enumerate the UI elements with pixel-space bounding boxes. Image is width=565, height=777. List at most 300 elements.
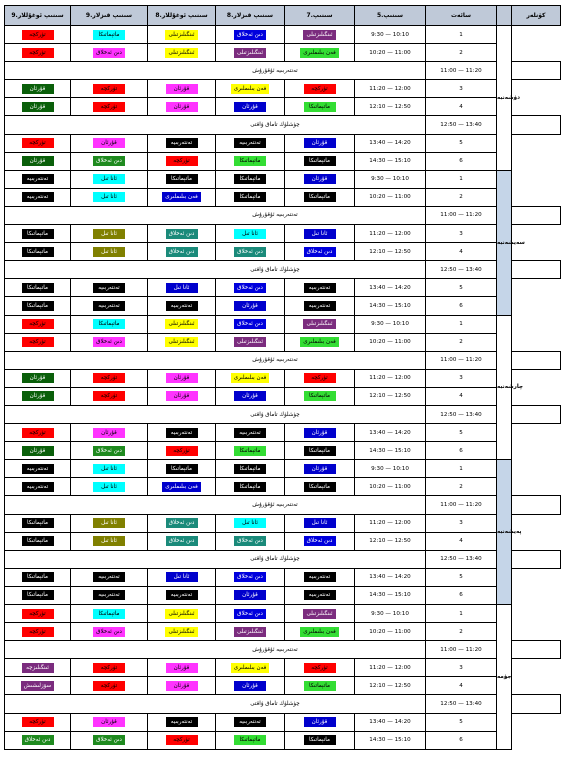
lesson-cell [71, 478, 148, 496]
lesson-cell [216, 170, 285, 188]
lesson-cell [5, 442, 71, 460]
lesson-cell [5, 605, 71, 623]
period-row [5, 568, 561, 586]
lesson-cell [5, 188, 71, 206]
subject-label: قۇرئان [304, 428, 336, 438]
time-cell: 12:50 — 13:40 [426, 695, 497, 713]
timetable [4, 5, 561, 750]
subject-label: تۈركچە [166, 446, 198, 456]
period-row [5, 369, 561, 387]
subject-label: ماتېماتىكا [22, 283, 54, 293]
lesson-cell [5, 44, 71, 62]
time-cell: 11:20 — 12:00 [355, 369, 426, 387]
subject-label: قۇرئان [93, 138, 125, 148]
subject-label: تەنتەربىيە [93, 590, 125, 600]
subject-label: قۇرئان [22, 84, 54, 94]
lesson-cell [285, 586, 355, 604]
time-cell: 9:30 — 10:10 [355, 26, 426, 44]
lesson-cell [285, 315, 355, 333]
lesson-cell [285, 478, 355, 496]
header-8-boys: 8.سىنىپ ئوغۇللار [148, 6, 216, 26]
lesson-cell [5, 369, 71, 387]
lesson-cell [285, 713, 355, 731]
subject-label: ئانا تىل [93, 518, 125, 528]
time-cell: 10:20 — 11:00 [355, 333, 426, 351]
subject-label: ئانا تىل [166, 572, 198, 582]
lesson-cell [148, 188, 216, 206]
time-cell: 11:20 — 12:00 [355, 225, 426, 243]
period-number: 5 [426, 424, 497, 442]
lesson-cell [216, 713, 285, 731]
subject-label: تۈركچە [93, 373, 125, 383]
subject-label: تەنتەربىيە [304, 301, 336, 311]
subject-label: تۈركچە [93, 681, 125, 691]
lesson-cell [5, 659, 71, 677]
lesson-cell [5, 134, 71, 152]
subject-label: ئانا تىل [304, 229, 336, 239]
break-row [5, 405, 561, 423]
lesson-cell [5, 586, 71, 604]
period-number: 2 [426, 623, 497, 641]
lesson-cell [71, 225, 148, 243]
lesson-cell [71, 677, 148, 695]
break-row [5, 116, 561, 134]
subject-label: ئانا تىل [93, 247, 125, 257]
lesson-cell [216, 333, 285, 351]
time-cell: 13:40 — 14:20 [355, 713, 426, 731]
lesson-cell [216, 80, 285, 98]
lesson-cell [216, 623, 285, 641]
subject-label: ئىنگىلىزتىلى [234, 627, 266, 637]
time-cell: 12:50 — 13:40 [426, 261, 497, 279]
lesson-cell [148, 731, 216, 749]
subject-label: ئانا تىل [93, 536, 125, 546]
subject-label: قۇرئان [22, 373, 54, 383]
lesson-cell [216, 369, 285, 387]
lesson-cell [71, 442, 148, 460]
lesson-cell [216, 26, 285, 44]
subject-label: ئانا تىل [93, 229, 125, 239]
break-cell [5, 206, 426, 224]
subject-label: قۇرئان [166, 373, 198, 383]
break-row [5, 351, 561, 369]
subject-label: ماتېماتىكا [234, 735, 266, 745]
lesson-cell [285, 170, 355, 188]
break-label: چۈشلۈك تاماق ۋاقتى [250, 266, 300, 273]
lesson-cell [285, 387, 355, 405]
lesson-cell [71, 424, 148, 442]
subject-label: تەنتەربىيە [166, 301, 198, 311]
period-row [5, 442, 561, 460]
lesson-cell [285, 80, 355, 98]
time-cell: 10:20 — 11:00 [355, 478, 426, 496]
subject-label: دىن ئەخلاق [234, 247, 266, 257]
lesson-cell [71, 659, 148, 677]
lesson-cell [285, 279, 355, 297]
break-label: چۈشلۈك تاماق ۋاقتى [250, 701, 300, 708]
lesson-cell [148, 677, 216, 695]
period-row [5, 134, 561, 152]
subject-label: ماتېماتىكا [304, 391, 336, 401]
period-number [512, 116, 561, 134]
subject-label: تۈركچە [304, 663, 336, 673]
period-number [512, 261, 561, 279]
subject-label: ماتېماتىكا [304, 482, 336, 492]
lesson-cell [216, 568, 285, 586]
time-cell: 13:40 — 14:20 [355, 424, 426, 442]
subject-label: قۇرئان [234, 391, 266, 401]
lesson-cell [5, 225, 71, 243]
time-cell: 11:00 — 11:20 [426, 62, 497, 80]
subject-label: دىن ئەخلاق [93, 735, 125, 745]
subject-label: ماتېماتىكا [234, 174, 266, 184]
time-cell: 12:10 — 12:50 [355, 532, 426, 550]
subject-label: قۇرئان [22, 446, 54, 456]
subject-label: تۈركچە [304, 84, 336, 94]
subject-label: دىن ئەخلاق [166, 536, 198, 546]
lesson-cell [285, 442, 355, 460]
subject-label: ماتېماتىكا [93, 319, 125, 329]
period-row [5, 98, 561, 116]
subject-label: تۈركچە [93, 84, 125, 94]
break-cell [5, 496, 426, 514]
subject-label: قۇرئان [304, 174, 336, 184]
subject-label: تۈركچە [22, 138, 54, 148]
period-number [512, 695, 561, 713]
break-cell [5, 405, 426, 423]
period-number: 5 [426, 568, 497, 586]
lesson-cell [5, 98, 71, 116]
lesson-cell [5, 532, 71, 550]
subject-label: ئىنگىلىزتىلى [234, 48, 266, 58]
subject-label: تەنتەربىيە [166, 590, 198, 600]
period-row [5, 460, 561, 478]
lesson-cell [216, 442, 285, 460]
subject-label: ئانا تىل [166, 283, 198, 293]
break-label: تەنتەربىيە ئۇقۇرۇش [252, 357, 298, 364]
period-row [5, 605, 561, 623]
lesson-cell [148, 460, 216, 478]
subject-label: ماتېماتىكا [166, 464, 198, 474]
subject-label: قۇرئان [234, 102, 266, 112]
period-row [5, 297, 561, 315]
lesson-cell [5, 26, 71, 44]
subject-label: فەن بىلىملىرى [231, 663, 270, 673]
subject-label: ئانا تىل [93, 464, 125, 474]
subject-label: قۇرئان [304, 464, 336, 474]
subject-label: قۇرئان [166, 681, 198, 691]
subject-label: دىن ئەخلاق [234, 572, 266, 582]
lesson-cell [285, 44, 355, 62]
time-cell: 12:50 — 13:40 [426, 405, 497, 423]
subject-label: قۇرئان [22, 156, 54, 166]
lesson-cell [71, 80, 148, 98]
subject-label: ماتېماتىكا [304, 192, 336, 202]
lesson-cell [71, 731, 148, 749]
period-row [5, 188, 561, 206]
lesson-cell [5, 80, 71, 98]
subject-label: ئىنگىلىزتىلى [165, 337, 197, 347]
break-cell [5, 550, 426, 568]
break-row [5, 206, 561, 224]
subject-label: ماتېماتىكا [166, 174, 198, 184]
lesson-cell [71, 279, 148, 297]
subject-label: ئانا تىل [93, 482, 125, 492]
subject-label: دىن ئەخلاق [93, 48, 125, 58]
time-cell: 11:00 — 11:20 [426, 206, 497, 224]
lesson-cell [285, 188, 355, 206]
lesson-cell [5, 478, 71, 496]
lesson-cell [216, 315, 285, 333]
subject-label: ئىنگىلىزتىلى [165, 48, 197, 58]
lesson-cell [285, 460, 355, 478]
subject-label: قۇرئان [234, 590, 266, 600]
period-number: 5 [426, 279, 497, 297]
break-label: چۈشلۈك تاماق ۋاقتى [250, 556, 300, 563]
subject-label: تەنتەربىيە [234, 428, 266, 438]
subject-label: دىن ئەخلاق [166, 229, 198, 239]
period-number: 5 [426, 134, 497, 152]
time-cell: 9:30 — 10:10 [355, 460, 426, 478]
lesson-cell [71, 514, 148, 532]
subject-label: ئانا تىل [93, 192, 125, 202]
lesson-cell [216, 605, 285, 623]
subject-label: ماتېماتىكا [22, 229, 54, 239]
lesson-cell [148, 605, 216, 623]
period-row [5, 387, 561, 405]
lesson-cell [148, 333, 216, 351]
lesson-cell [71, 532, 148, 550]
period-row [5, 170, 561, 188]
subject-label: قۇرئان [22, 391, 54, 401]
time-cell: 9:30 — 10:10 [355, 170, 426, 188]
period-row [5, 80, 561, 98]
lesson-cell [5, 713, 71, 731]
period-number [512, 351, 561, 369]
subject-label: قۇرئان [166, 84, 198, 94]
period-number: 2 [426, 478, 497, 496]
lesson-cell [148, 279, 216, 297]
period-row [5, 333, 561, 351]
lesson-cell [5, 623, 71, 641]
lesson-cell [148, 532, 216, 550]
time-cell: 10:20 — 11:00 [355, 623, 426, 641]
period-number: 4 [426, 532, 497, 550]
subject-label: ئىنگىلىزتىلى [165, 609, 197, 619]
period-number: 1 [426, 170, 497, 188]
subject-label: قۇرئان [304, 717, 336, 727]
lesson-cell [285, 605, 355, 623]
subject-label: قۇرئان [304, 138, 336, 148]
subject-label: ماتېماتىكا [22, 590, 54, 600]
subject-label: ئىنگىلىزتىلى [165, 319, 197, 329]
time-cell: 11:20 — 12:00 [355, 80, 426, 98]
subject-label: تۈركچە [166, 735, 198, 745]
time-cell: 13:40 — 14:20 [355, 568, 426, 586]
header-time: سائەت [426, 6, 497, 26]
subject-label: ماتېماتىكا [234, 482, 266, 492]
subject-label: ماتېماتىكا [22, 247, 54, 257]
subject-label: تۈركچە [22, 48, 54, 58]
subject-label: ئىنگىلىزتىلى [303, 30, 335, 40]
lesson-cell [148, 623, 216, 641]
period-number: 3 [426, 225, 497, 243]
lesson-cell [285, 424, 355, 442]
subject-label: تەنتەربىيە [22, 464, 54, 474]
lesson-cell [148, 225, 216, 243]
subject-label: تەنتەربىيە [93, 572, 125, 582]
lesson-cell [216, 424, 285, 442]
subject-label: تەنتەربىيە [22, 192, 54, 202]
period-number [512, 641, 561, 659]
lesson-cell [216, 677, 285, 695]
subject-label: ماتېماتىكا [22, 536, 54, 546]
lesson-cell [5, 387, 71, 405]
lesson-cell [148, 152, 216, 170]
lesson-cell [148, 568, 216, 586]
period-number: 6 [426, 731, 497, 749]
lesson-cell [285, 26, 355, 44]
time-cell: 14:30 — 15:10 [355, 442, 426, 460]
lesson-cell [216, 225, 285, 243]
subject-label: قۇرئان [234, 681, 266, 691]
lesson-cell [71, 605, 148, 623]
period-number: 1 [426, 315, 497, 333]
time-cell: 13:40 — 14:20 [355, 279, 426, 297]
subject-label: ماتېماتىكا [22, 572, 54, 582]
subject-label: قۇرئان [166, 102, 198, 112]
break-label: چۈشلۈك تاماق ۋاقتى [250, 122, 300, 129]
lesson-cell [285, 369, 355, 387]
subject-label: فەن بىلىملىرى [231, 373, 270, 383]
subject-label: دىن ئەخلاق [234, 30, 266, 40]
subject-label: ئانا تىل [234, 518, 266, 528]
subject-label: فەن بىلىملىرى [231, 84, 270, 94]
lesson-cell [148, 369, 216, 387]
day-name: پەيشەنبە [497, 460, 512, 605]
period-number: 5 [426, 713, 497, 731]
lesson-cell [285, 333, 355, 351]
lesson-cell [285, 532, 355, 550]
subject-label: ماتېماتىكا [304, 102, 336, 112]
break-row [5, 496, 561, 514]
subject-label: تەنتەربىيە [304, 572, 336, 582]
subject-label: تۈركچە [22, 337, 54, 347]
period-number: 1 [426, 26, 497, 44]
subject-label: ماتېماتىكا [234, 464, 266, 474]
subject-label: دىن ئەخلاق [234, 283, 266, 293]
period-row [5, 731, 561, 749]
period-row [5, 44, 561, 62]
lesson-cell [5, 279, 71, 297]
subject-label: دىن ئەخلاق [166, 518, 198, 528]
period-row [5, 659, 561, 677]
subject-label: تۈركچە [22, 30, 54, 40]
subject-label: تۈركچە [22, 717, 54, 727]
time-cell: 12:10 — 12:50 [355, 677, 426, 695]
period-number: 6 [426, 442, 497, 460]
lesson-cell [71, 170, 148, 188]
header-num [497, 6, 512, 26]
lesson-cell [71, 369, 148, 387]
period-row [5, 424, 561, 442]
subject-label: تۈركچە [22, 319, 54, 329]
period-row [5, 478, 561, 496]
header-9-boys: 9.سىنىپ ئوغۇللار [5, 6, 71, 26]
subject-label: قۇرئان [234, 301, 266, 311]
day-name: جۈمە [497, 605, 512, 750]
lesson-cell [5, 315, 71, 333]
time-cell: 9:30 — 10:10 [355, 605, 426, 623]
lesson-cell [216, 134, 285, 152]
time-cell: 14:30 — 15:10 [355, 731, 426, 749]
lesson-cell [148, 243, 216, 261]
subject-label: تۈركچە [166, 156, 198, 166]
lesson-cell [216, 44, 285, 62]
period-number: 4 [426, 243, 497, 261]
lesson-cell [148, 170, 216, 188]
lesson-cell [71, 713, 148, 731]
subject-label: تۈركچە [93, 663, 125, 673]
lesson-cell [285, 623, 355, 641]
lesson-cell [5, 568, 71, 586]
subject-label: ماتېماتىكا [93, 30, 125, 40]
time-cell: 10:20 — 11:00 [355, 44, 426, 62]
lesson-cell [71, 188, 148, 206]
subject-label: تەنتەربىيە [93, 283, 125, 293]
period-number: 3 [426, 514, 497, 532]
lesson-cell [216, 514, 285, 532]
lesson-cell [71, 333, 148, 351]
period-number [512, 206, 561, 224]
lesson-cell [285, 514, 355, 532]
subject-label: ماتېماتىكا [304, 681, 336, 691]
time-cell: 10:20 — 11:00 [355, 188, 426, 206]
period-row [5, 315, 561, 333]
lesson-cell [71, 387, 148, 405]
timetable-body [5, 26, 561, 750]
lesson-cell [5, 424, 71, 442]
subject-label: قۇرئان [93, 428, 125, 438]
subject-label: فەن بىلىملىرى [300, 48, 339, 58]
period-row [5, 152, 561, 170]
break-cell [5, 261, 426, 279]
subject-label: ماتېماتىكا [234, 192, 266, 202]
break-label: چۈشلۈك تاماق ۋاقتى [250, 411, 300, 418]
lesson-cell [285, 568, 355, 586]
day-name: چارشەنبە [497, 315, 512, 460]
subject-label: دىن ئەخلاق [234, 319, 266, 329]
subject-label: تەنتەربىيە [234, 717, 266, 727]
period-number: 6 [426, 152, 497, 170]
subject-label: تەنتەربىيە [22, 174, 54, 184]
subject-label: ئىنگىلىزتىلى [165, 627, 197, 637]
time-cell: 11:00 — 11:20 [426, 641, 497, 659]
period-row [5, 514, 561, 532]
lesson-cell [5, 460, 71, 478]
break-cell [5, 351, 426, 369]
period-number: 3 [426, 369, 497, 387]
lesson-cell [148, 514, 216, 532]
subject-label: دىن ئەخلاق [93, 337, 125, 347]
lesson-cell [71, 243, 148, 261]
time-cell: 14:30 — 15:10 [355, 152, 426, 170]
lesson-cell [148, 478, 216, 496]
lesson-cell [216, 152, 285, 170]
subject-label: قۇرئان [22, 102, 54, 112]
lesson-cell [71, 460, 148, 478]
break-row [5, 550, 561, 568]
